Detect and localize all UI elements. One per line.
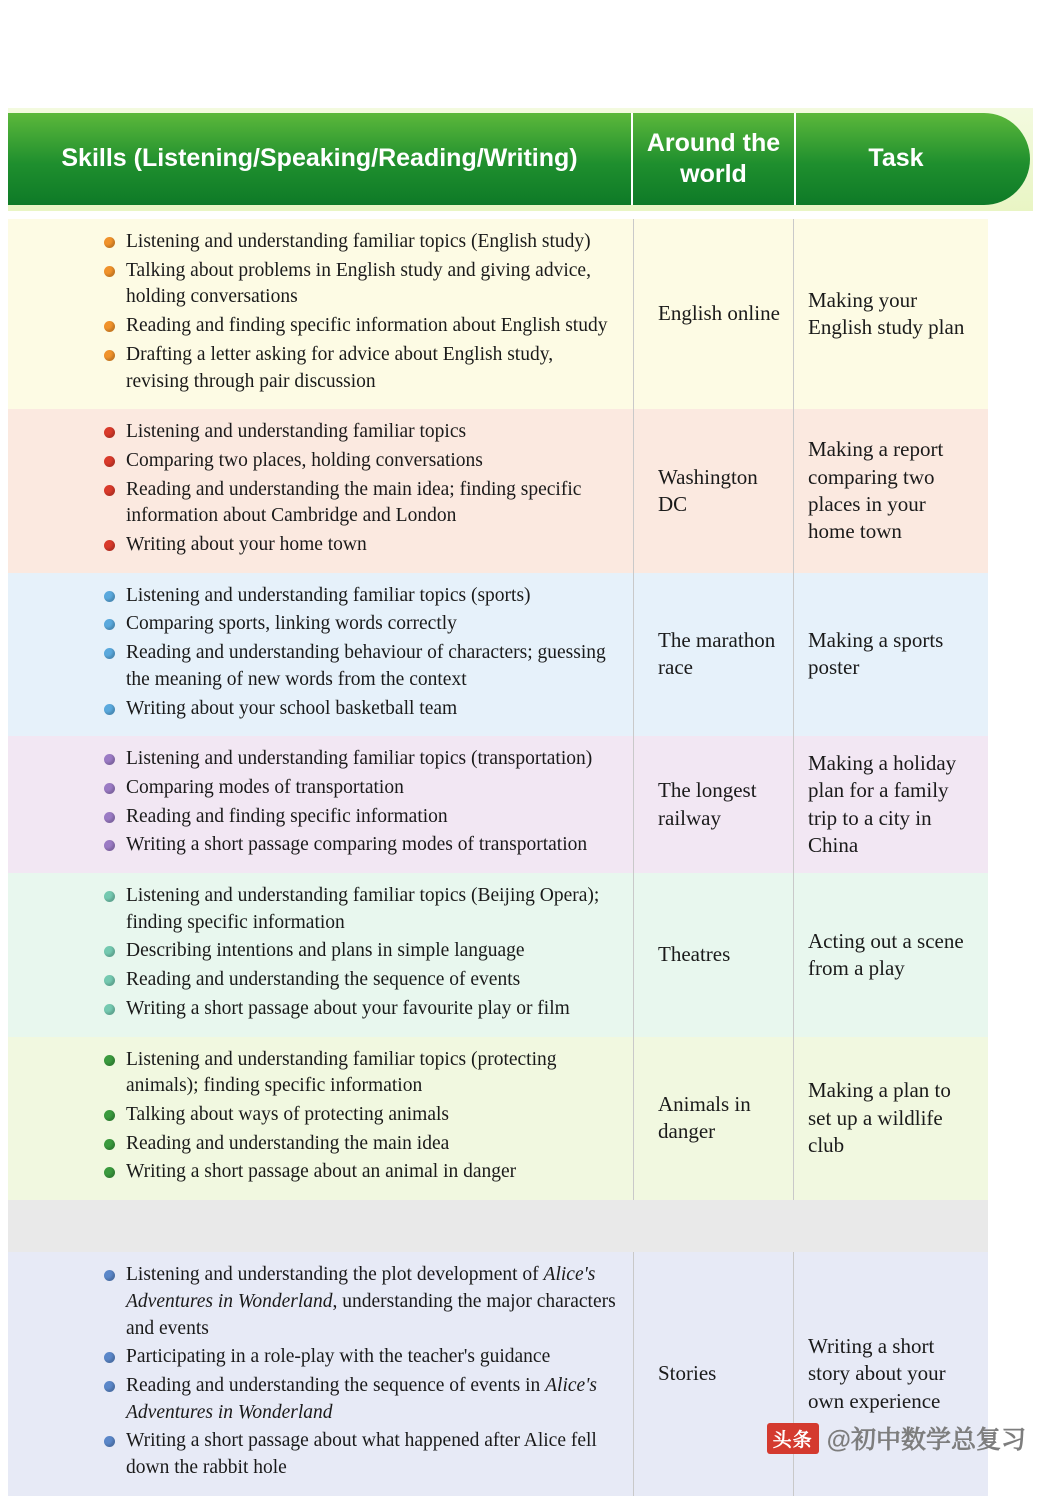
cell-task: Making a holiday plan for a family trip to a city in China — [808, 751, 957, 857]
skill-bullet: Writing about your school basketball team — [104, 696, 619, 723]
cell-around-the-world: The longest railway — [634, 736, 794, 873]
skill-bullet: Reading and understanding the main idea; finding specific information about Cambridge and London — [104, 477, 619, 530]
skill-bullet: Listening and understanding familiar topics (protecting animals); finding specific information — [104, 1047, 619, 1100]
table-row — [8, 219, 988, 409]
watermark-logo: 头条 — [767, 1423, 819, 1454]
header-cell-skills: Skills (Listening/Speaking/Reading/Writing) — [8, 113, 633, 205]
watermark-text: @初中数学总复习 — [826, 1426, 1026, 1454]
table-row — [8, 1252, 988, 1496]
table-row — [8, 409, 988, 573]
cell-skills — [8, 573, 634, 737]
cell-around-the-world: English online — [634, 219, 794, 409]
table-header-bar — [8, 113, 1030, 205]
skill-bullet: Talking about ways of protecting animals — [104, 1102, 619, 1129]
skill-bullet: Listening and understanding the plot development of Alice's Adventures in Wonderland, understanding the major characters and events — [104, 1262, 619, 1342]
cell-skills — [8, 409, 634, 573]
skill-bullet: Comparing sports, linking words correctly — [104, 611, 619, 638]
cell-task: Making a report comparing two places in your home town — [808, 437, 944, 544]
skill-bullet: Reading and understanding the main idea — [104, 1131, 619, 1158]
table-row — [8, 873, 988, 1037]
watermark — [767, 1420, 1026, 1456]
cell-skills — [8, 1252, 634, 1496]
cell-task: Writing a short story about your own experience — [808, 1333, 946, 1413]
cell-skills — [8, 219, 634, 409]
cell-around-the-world: Stories — [634, 1252, 794, 1496]
cell-around-the-world: Theatres — [634, 873, 794, 1037]
cell-task: Making a plan to set up a wildlife club — [808, 1078, 951, 1157]
cell-task: Making your English study plan — [808, 287, 965, 340]
header-cell-task: Task — [868, 144, 924, 173]
skill-bullet: Comparing two places, holding conversations — [104, 448, 619, 475]
cell-skills — [8, 1037, 634, 1201]
cell-task: Acting out a scene from a play — [808, 928, 964, 980]
table-row — [8, 573, 988, 737]
cell-around-the-world: Animals in danger — [634, 1037, 794, 1201]
table-row — [8, 1037, 988, 1201]
skill-bullet: Listening and understanding familiar topics — [104, 419, 619, 446]
header-cell-around-the-world: Around the world — [633, 113, 796, 205]
skill-bullet: Listening and understanding familiar topics (Beijing Opera); finding specific information — [104, 883, 619, 936]
skill-bullet: Talking about problems in English study and giving advice, holding conversations — [104, 258, 619, 311]
skill-bullet: Reading and finding specific information about English study — [104, 313, 619, 340]
cell-skills — [8, 736, 634, 873]
skill-bullet: Listening and understanding familiar topics (transportation) — [104, 746, 619, 773]
skill-bullet: Writing about your home town — [104, 532, 619, 559]
skill-bullet: Writing a short passage about what happened after Alice fell down the rabbit hole — [104, 1428, 619, 1481]
cell-around-the-world: The marathon race — [634, 573, 794, 737]
table-spacer-row — [8, 1200, 988, 1252]
skill-bullet: Reading and understanding the sequence of events — [104, 967, 619, 994]
table-row — [8, 736, 988, 873]
cell-skills — [8, 873, 634, 1037]
cell-around-the-world: Washington DC — [634, 409, 794, 573]
skill-bullet: Comparing modes of transportation — [104, 775, 619, 802]
skill-bullet: Writing a short passage comparing modes of transportation — [104, 832, 619, 859]
skill-bullet: Reading and understanding the sequence of events in Alice's Adventures in Wonderland — [104, 1373, 619, 1426]
skill-bullet: Listening and understanding familiar topics (sports) — [104, 583, 619, 610]
skill-bullet: Participating in a role-play with the teacher's guidance — [104, 1344, 619, 1371]
skill-bullet: Describing intentions and plans in simple language — [104, 938, 619, 965]
skill-bullet: Reading and finding specific information — [104, 804, 619, 831]
skill-bullet: Drafting a letter asking for advice about English study, revising through pair discussion — [104, 342, 619, 395]
skill-bullet: Writing a short passage about an animal in danger — [104, 1159, 619, 1186]
cell-task: Making a sports poster — [808, 628, 944, 680]
skill-bullet: Listening and understanding familiar topics (English study) — [104, 229, 619, 256]
syllabus-table — [8, 219, 988, 1496]
skill-bullet: Writing a short passage about your favourite play or film — [104, 996, 619, 1023]
table-header-band — [8, 108, 1033, 211]
skill-bullet: Reading and understanding behaviour of characters; guessing the meaning of new words from the context — [104, 640, 619, 693]
